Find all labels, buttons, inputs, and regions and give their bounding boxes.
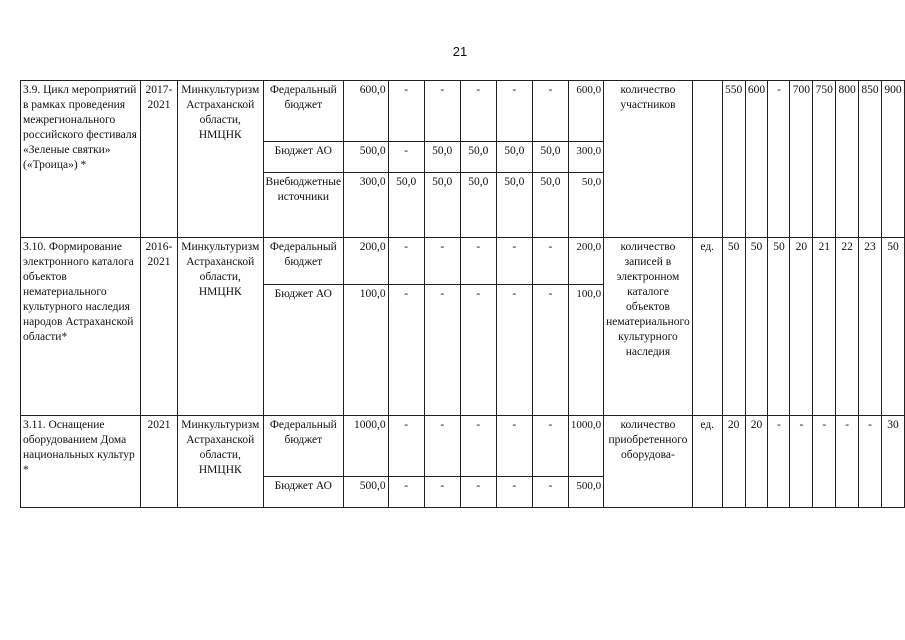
indicator-value: 20 [745,416,768,508]
funding-last-year: 200,0 [568,238,603,285]
indicator-name: количество участников [604,81,693,238]
funding-year-value: 50,0 [424,142,460,173]
funding-year-value: - [424,81,460,142]
page-number: 21 [452,44,468,59]
indicator-value: - [813,416,836,508]
funding-last-year: 600,0 [568,81,603,142]
funding-year-value: - [388,81,424,142]
funding-total: 600,0 [344,81,389,142]
table-row [21,238,905,285]
funding-year-value: - [532,477,568,508]
funding-last-year: 500,0 [568,477,603,508]
funding-year-value: - [424,238,460,285]
funding-year-value: - [532,416,568,477]
indicator-value: 550 [722,81,745,238]
indicator-name: количество записей в электронном каталоге объектов нематериального культурного наследия [604,238,693,416]
measure-executor: Минкультуризм Астраханской области, НМЦНК [178,238,264,416]
funding-year-value: - [424,477,460,508]
funding-year-value: - [388,142,424,173]
measure-years: 2016-2021 [140,238,177,416]
funding-year-value: - [496,477,532,508]
funding-year-value: - [460,285,496,416]
funding-source: Бюджет АО [263,285,344,416]
indicator-value: 20 [790,238,813,416]
indicator-value: 50 [881,238,904,416]
funding-total: 100,0 [344,285,389,416]
indicator-value: 900 [881,81,904,238]
funding-year-value: - [496,416,532,477]
funding-year-value: - [424,416,460,477]
funding-source: Федеральный бюджет [263,81,344,142]
indicator-value: - [768,81,790,238]
table-row [21,416,905,477]
funding-source: Федеральный бюджет [263,238,344,285]
funding-year-value: - [532,238,568,285]
funding-year-value: - [532,285,568,416]
indicator-value: 600 [745,81,768,238]
funding-year-value: - [496,285,532,416]
funding-total: 200,0 [344,238,389,285]
funding-year-value: 50,0 [496,142,532,173]
measure-title: 3.11. Оснащение оборудованием Дома национальных культур * [21,416,141,508]
measure-years: 2017-2021 [140,81,177,238]
funding-year-value: 50,0 [424,173,460,238]
funding-year-value: - [460,477,496,508]
funding-total: 1000,0 [344,416,389,477]
funding-year-value: 50,0 [460,173,496,238]
indicator-value: 800 [836,81,859,238]
measure-title: 3.9. Цикл мероприятий в рамках проведения межрегионального российского фестиваля «Зеленые святки» («Троица») * [21,81,141,238]
funding-year-value: - [388,477,424,508]
indicator-value: 700 [790,81,813,238]
funding-total: 300,0 [344,173,389,238]
funding-year-value: 50,0 [388,173,424,238]
indicator-value: 21 [813,238,836,416]
indicator-value: 50 [768,238,790,416]
funding-total: 500,0 [344,142,389,173]
funding-last-year: 300,0 [568,142,603,173]
measure-executor: Минкультуризм Астраханской области, НМЦНК [178,416,264,508]
indicator-value: - [768,416,790,508]
funding-year-value: - [424,285,460,416]
funding-last-year: 1000,0 [568,416,603,477]
indicator-value: 850 [859,81,882,238]
funding-last-year: 100,0 [568,285,603,416]
indicator-value: 30 [881,416,904,508]
funding-source: Бюджет АО [263,142,344,173]
funding-last-year: 50,0 [568,173,603,238]
indicator-value: 750 [813,81,836,238]
indicator-unit: ед. [692,416,722,508]
indicator-unit [692,81,722,238]
funding-year-value: - [460,416,496,477]
indicator-value: 50 [745,238,768,416]
table-row [21,81,905,142]
indicator-name: количество приобретенного оборудова- [604,416,693,508]
funding-year-value: - [496,238,532,285]
funding-year-value: 50,0 [496,173,532,238]
indicator-value: 50 [722,238,745,416]
funding-year-value: - [388,285,424,416]
indicator-value: 20 [722,416,745,508]
measure-title: 3.10. Формирование электронного каталога объектов нематериального культурного наследия народов Астраханской области* [21,238,141,416]
funding-year-value: - [496,81,532,142]
indicator-value: 22 [836,238,859,416]
funding-year-value: - [532,81,568,142]
funding-year-value: 50,0 [532,142,568,173]
measure-years: 2021 [140,416,177,508]
funding-year-value: - [460,81,496,142]
funding-source: Федеральный бюджет [263,416,344,477]
indicator-value: - [790,416,813,508]
indicator-value: 23 [859,238,882,416]
measure-executor: Минкультуризм Астраханской области, НМЦНК [178,81,264,238]
indicator-value: - [836,416,859,508]
funding-source: Бюджет АО [263,477,344,508]
funding-year-value: 50,0 [460,142,496,173]
funding-year-value: - [388,238,424,285]
funding-total: 500,0 [344,477,389,508]
indicator-unit: ед. [692,238,722,416]
program-table [20,80,905,508]
funding-year-value: 50,0 [532,173,568,238]
funding-year-value: - [460,238,496,285]
funding-year-value: - [388,416,424,477]
indicator-value: - [859,416,882,508]
funding-source: Внебюджетные источники [263,173,344,238]
